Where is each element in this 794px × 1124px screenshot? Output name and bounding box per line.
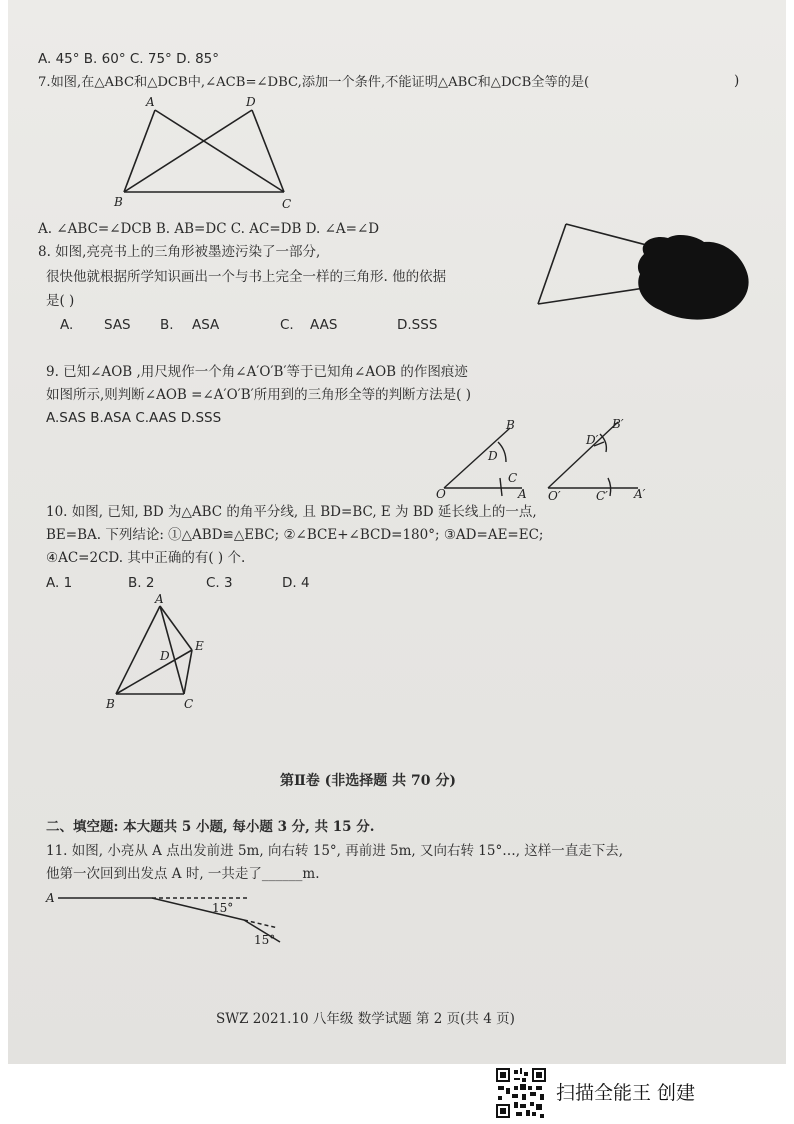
q8-option-d: D.SSS <box>397 317 438 333</box>
q9-ray-o2b2 <box>548 422 618 488</box>
q9-label-o2: O′ <box>548 489 561 503</box>
q7-stem: 7.如图,在△ABC和△DCB中,∠ACB=∠DBC,添加一个条件,不能证明△ABC和△DCB全等的是( <box>38 75 590 90</box>
q10-stem-line2: BE=BA. 下列结论: ①△ABD≌△EBC; ②∠BCE+∠BCD=180°; ③AD=AE=EC; <box>46 527 544 543</box>
q9-label-b: B <box>506 418 515 432</box>
q7-segment-ac <box>155 110 284 192</box>
q8-figure <box>528 214 754 324</box>
q8-ink-blot <box>638 235 749 320</box>
section2-heading: 二、填空题: 本大题共 5 小题, 每小题 3 分, 共 15 分. <box>46 819 375 835</box>
q10-label-a: A <box>155 592 164 606</box>
q9-arc-c <box>500 478 502 496</box>
q9-label-b2: B′ <box>612 417 624 431</box>
q10-segment-ae <box>160 606 192 650</box>
q10-label-d: D <box>160 649 170 663</box>
q8-option-a-text: SAS <box>104 317 131 333</box>
q9-label-c: C <box>508 471 518 485</box>
q8-option-b-text: ASA <box>192 317 220 333</box>
q8-option-a-letter: A. <box>60 317 74 333</box>
q8-stem-line1: 8. 如图,亮亮书上的三角形被墨迹污染了一部分, <box>38 244 321 260</box>
q11-angle1: 15° <box>212 901 234 915</box>
q10-option-a: A. 1 <box>46 575 73 591</box>
q11-figure <box>40 882 290 952</box>
q6-options: A. 45° B. 60° C. 75° D. 85° <box>38 51 219 67</box>
q7-figure <box>110 94 310 216</box>
q7-segment-dc <box>252 110 284 192</box>
q8-segment-left <box>538 224 566 304</box>
page-footer: SWZ 2021.10 八年级 数学试题 第 2 页(共 4 页) <box>216 1011 515 1027</box>
q11-stem-line2: 他第一次回到出发点 A 时, 一共走了______m. <box>46 866 320 882</box>
q10-label-c: C <box>184 697 194 711</box>
q9-label-d2: D′ <box>586 433 599 447</box>
q10-label-b: B <box>106 697 115 711</box>
q9-options: A.SAS B.ASA C.AAS D.SSS <box>46 410 222 426</box>
q8-stem-line3: 是( ) <box>46 293 75 309</box>
q7-label-b: B <box>114 195 123 209</box>
q7-segment-db <box>124 110 252 192</box>
q11-stem-line1: 11. 如图, 小亮从 A 点出发前进 5m, 向右转 15°, 再前进 5m, 又向右转 15°…, 这样一直走下去, <box>46 843 624 859</box>
q10-stem-line1: 10. 如图, 已知, BD 为△ABC 的角平分线, 且 BD=BC, E 为 BD 延长线上的一点, <box>46 504 537 520</box>
q9-figure <box>430 416 660 504</box>
q7-label-a: A <box>146 95 155 109</box>
q11-label-a: A <box>46 891 55 905</box>
q9-arc-bd <box>498 442 506 462</box>
q10-stem-line3: ④AC=2CD. 其中正确的有( ) 个. <box>46 550 246 566</box>
q9-label-c2: C′ <box>596 489 608 503</box>
q9-arc-c2 <box>608 478 611 496</box>
q10-segment-ec <box>184 650 192 694</box>
q9-label-o: O <box>436 487 446 501</box>
q10-figure <box>100 592 218 714</box>
q9-stem-line2: 如图所示,则判断∠AOB =∠A′O′B′所用到的三角形全等的判断方法是( ) <box>46 387 472 403</box>
q9-stem-line1: 9. 已知∠AOB ,用尺规作一个角∠A′O′B′等于已知角∠AOB 的作图痕迹 <box>46 364 468 380</box>
q8-option-c-text: AAS <box>310 317 338 333</box>
q10-option-b: B. 2 <box>128 575 155 591</box>
q10-option-c: C. 3 <box>206 575 233 591</box>
q9-label-d: D <box>488 449 498 463</box>
q7-paren: ) <box>734 73 740 89</box>
q10-label-e: E <box>195 639 204 653</box>
q8-option-b-letter: B. <box>160 317 174 333</box>
q10-option-d: D. 4 <box>282 575 310 591</box>
q9-label-a2: A′ <box>634 487 646 501</box>
q7-label-d: D <box>246 95 256 109</box>
qr-code-icon <box>496 1068 546 1118</box>
section2-title: 第Ⅱ卷 (非选择题 共 70 分) <box>280 773 457 789</box>
q7-segment-ab <box>124 110 155 192</box>
q8-stem-line2: 很快他就根据所学知识画出一个与书上完全一样的三角形. 他的依据 <box>46 269 447 285</box>
q9-label-a: A <box>518 487 527 501</box>
q11-angle2: 15° <box>254 933 276 947</box>
q11-dashed-ext2 <box>244 920 278 928</box>
q7-options: A. ∠ABC=∠DCB B. AB=DC C. AC=DB D. ∠A=∠D <box>38 221 380 237</box>
q8-option-c-letter: C. <box>280 317 294 333</box>
q7-label-c: C <box>282 197 292 211</box>
scanner-label: 扫描全能王 创建 <box>556 1082 696 1104</box>
